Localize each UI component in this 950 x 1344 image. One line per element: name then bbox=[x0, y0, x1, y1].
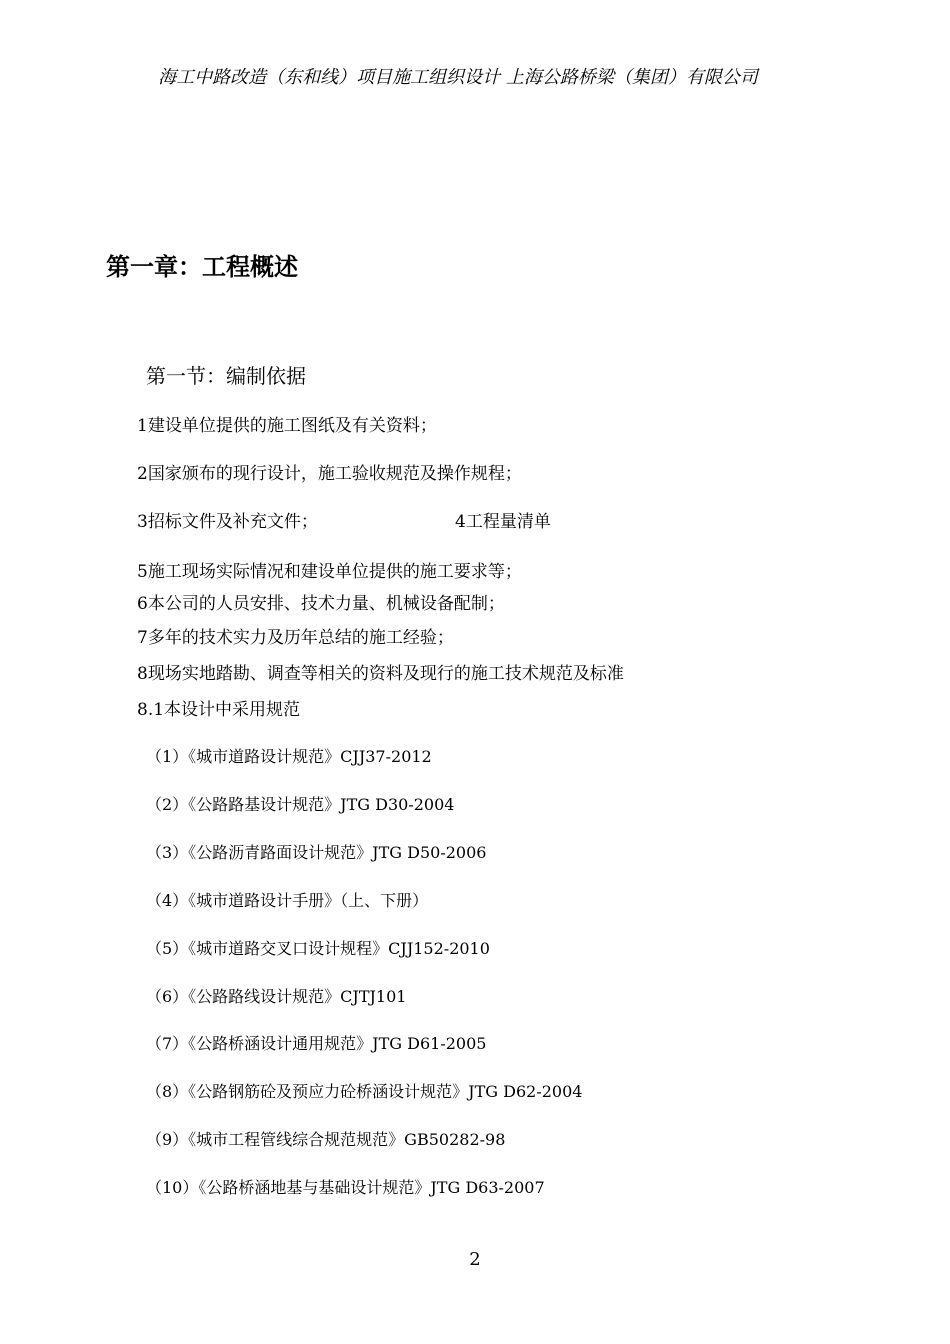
standard-item: （5）《城市道路交叉口设计规程》CJJ152-2010 bbox=[146, 939, 490, 958]
basis-item-5: 5施工现场实际情况和建设单位提供的施工要求等； bbox=[137, 562, 522, 582]
basis-item-8: 8现场实地踏勘、调查等相关的资料及现行的施工技术规范及标准 bbox=[137, 664, 624, 684]
standard-item: （6）《公路路线设计规范》CJTJ101 bbox=[146, 987, 407, 1006]
standard-item: （7）《公路桥涵设计通用规范》JTG D61-2005 bbox=[146, 1034, 487, 1053]
section-title: 第一节：编制依据 bbox=[146, 364, 306, 388]
basis-item-8-1: 8.1本设计中采用规范 bbox=[137, 700, 301, 720]
basis-item-6: 6本公司的人员安排、技术力量、机械设备配制； bbox=[137, 594, 505, 614]
page-number: 2 bbox=[469, 1249, 481, 1270]
standard-item: （3）《公路沥青路面设计规范》JTG D50-2006 bbox=[146, 843, 487, 862]
basis-item-3: 3招标文件及补充文件； bbox=[137, 512, 318, 532]
standard-item: （4）《城市道路设计手册》（上、下册） bbox=[146, 891, 429, 910]
basis-item-1: 1建设单位提供的施工图纸及有关资料； bbox=[137, 416, 437, 436]
basis-item-4: 4工程量清单 bbox=[455, 512, 551, 532]
standard-item: （9）《城市工程管线综合规范规范》GB50282-98 bbox=[146, 1130, 506, 1149]
chapter-title: 第一章：工程概述 bbox=[106, 253, 298, 281]
basis-item-7: 7多年的技术实力及历年总结的施工经验； bbox=[137, 628, 454, 648]
page-header: 海工中路改造（东和线）项目施工组织设计 上海公路桥梁（集团）有限公司 bbox=[158, 67, 758, 88]
standard-item: （1）《城市道路设计规范》CJJ37-2012 bbox=[146, 747, 432, 766]
basis-item-2: 2国家颁布的现行设计，施工验收规范及操作规程； bbox=[137, 464, 522, 484]
standard-item: （8）《公路钢筋砼及预应力砼桥涵设计规范》JTG D62-2004 bbox=[146, 1082, 583, 1101]
standard-item: （2）《公路路基设计规范》JTG D30-2004 bbox=[146, 795, 455, 814]
standard-item: （10）《公路桥涵地基与基础设计规范》JTG D63-2007 bbox=[146, 1178, 545, 1197]
